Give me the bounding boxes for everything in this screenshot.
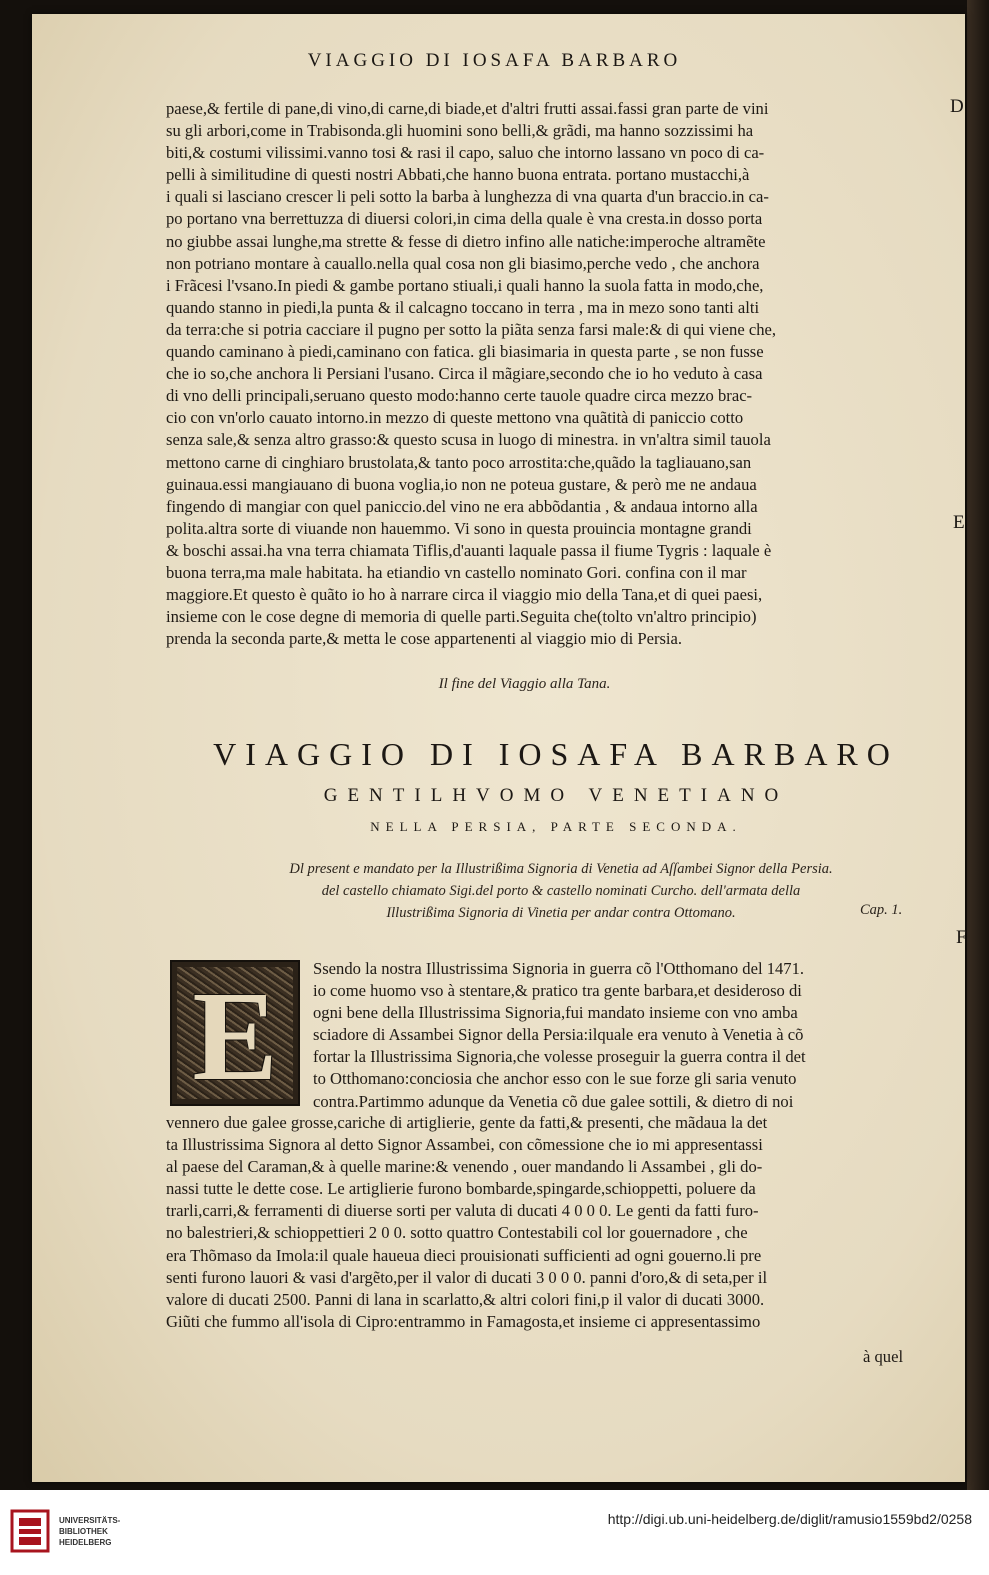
text-line: senti furono lauori & vasi d'argẽto,per il valor di ducati 3 0 0 0. panni d'oro,& di seta,per il <box>166 1267 768 1287</box>
text-line: fortar la Illustrissima Signoria,che volesse proseguir la guerra contra il det <box>313 1047 806 1067</box>
text-line: nassi tutte le dette cose. Le artiglierie furono bombarde,spingarde,schioppetti, poluere da <box>166 1179 756 1199</box>
running-head: VIAGGIO DI IOSAFA BARBARO <box>307 50 682 71</box>
library-line: HEIDELBERG <box>59 1538 112 1547</box>
summary-line: del castello chiamato Sigi.del porto & castello nominati Curcho. dell'armata della <box>321 883 801 899</box>
text-line: su gli arbori,come in Trabisonda.gli huomini sono belli,& grãdi, ma hanno sozzissimi ha <box>166 121 754 141</box>
initial-letter: E <box>192 965 278 1106</box>
text-line: fingendo di mangiar con quel paniccio.del vino ne era abbõdantia , & andaua intorno alla <box>166 496 758 516</box>
text-line: no giubbe assai lunghe,ma strette & fesse di dietro infino alle natiche:imperoche altramẽte <box>166 231 766 251</box>
text-line: io come huomo vso à stentare,& pratico tra gente barbara,et desideroso di <box>313 981 802 1001</box>
text-line: ta Illustrissima Signora al detto Signor Assambei, con cõmessione che io mi appresentassi <box>166 1135 763 1155</box>
text-line: pelli à similitudine di questi nostri Abbati,che hanno buona entrata. portano mustacchi,à <box>166 165 750 185</box>
library-name <box>59 1515 120 1548</box>
text-line: che io so,che anchora li Persiani l'usano. Circa il mãgiare,secondo che io ho veduto à casa <box>166 364 763 384</box>
text-line: Giũti che fummo all'isola di Cipro:entrammo in Famagosta,et insieme ci appresentassimo <box>166 1311 761 1331</box>
margin-letter-d: D <box>950 96 964 117</box>
text-line: insieme con le cose degne di memoria di quelle parti.Seguita che(tolto vn'altro principio) <box>166 607 757 627</box>
text-line: biti,& costumi vilissimi.vanno tosi & rasi il capo, saluo che intorno lassano vn poco di ca- <box>166 143 765 163</box>
chapter-summary <box>176 858 946 924</box>
library-line: BIBLIOTHEK <box>59 1527 108 1536</box>
text-line: paese,& fertile di pane,di vino,di carne,di biade,et d'altri frutti assai.fassi gran parte de vini <box>166 99 769 118</box>
text-line: trarli,carri,& ferramenti di diuerse sorti per valuta di ducati 4 0 0 0. Le genti da fatti furo- <box>166 1201 759 1221</box>
text-line: valore di ducati 2500. Panni di lana in scarlatto,& altri colori fini,p il valor di ducati 3000. <box>166 1289 765 1309</box>
text-line: polita.altra sorte di viuande non hauemmo. Vi sono in questa prouincia montagne grandi <box>166 518 752 538</box>
page-url[interactable]: http://digi.ub.uni-heidelberg.de/diglit/ramusio1559bd2/0258 <box>607 1511 972 1527</box>
book-edge <box>967 0 989 1490</box>
text-line: guinaua.essi mangiauano di buona voglia,io non ne poteua gustare, & però me ne andaua <box>166 474 757 494</box>
chapter-subtitle: GENTILHVOMO VENETIANO <box>323 785 789 806</box>
catchword: à quel <box>863 1347 904 1366</box>
paragraph-2-bottom <box>166 1112 956 1333</box>
text-line: mettono carne di cinghiaro brustolata,& tanto poco arrostita:che,quãdo la tagliauano,san <box>166 452 752 472</box>
text-line: da terra:che si potria cacciare il pugno per sotto la piãta senza farsi male:& di qui viene che, <box>166 319 777 339</box>
text-line: & boschi assai.ha vna terra chiamata Tiflis,d'auanti laquale passa il fiume Tygris : laquale è <box>166 540 772 560</box>
text-line: buona terra,ma male habitata. ha etiandio vn castello nominato Gori. confina con il mar <box>166 562 747 582</box>
decorated-initial <box>170 960 300 1106</box>
text-line: cio con vn'orlo cauato intorno.in mezzo di queste mettono vna quãtità di paniccio cotto <box>166 408 744 428</box>
text-line: i Frãcesi l'vsano.In piedi & gambe portano stiuali,i quali hanno la suola fatta in modo,che, <box>166 275 764 295</box>
margin-letter-e: E <box>953 512 965 533</box>
text-line: di vno delli principali,seruano questo modo:hanno certe tauole quadre circa mezzo brac- <box>166 386 753 406</box>
university-logo-icon[interactable] <box>10 1509 50 1553</box>
text-line: i quali si lasciano crescer li peli sotto la barba à lunghezza di vna quarta d'un braccio.in ca- <box>166 187 769 207</box>
paragraph-2-top <box>313 958 953 1113</box>
summary-line: Dl present e mandato per la Illustrißima Signoria di Venetia ad Aſſambei Signor della Persia. <box>289 861 833 877</box>
viewer-footer <box>0 1490 989 1575</box>
text-line: vennero due galee grosse,cariche di artiglierie, gente da fatti,& presenti, che mãdaua la det <box>166 1113 768 1132</box>
text-line: po portano vna berrettuzza di diuersi colori,in cima della quale è vna cresta.in dosso porta <box>166 209 763 229</box>
text-line: al paese del Caraman,& à quelle marine:& venendo , ouer mandando li Assambei , gli do- <box>166 1157 763 1177</box>
text-line: contra.Partimmo adunque da Venetia cõ due galee sottili, & dietro di noi <box>313 1091 794 1111</box>
text-line: no balestrieri,& schioppettieri 2 0 0. sotto quattro Contestabili col lor gouernadore , che <box>166 1223 748 1243</box>
chapter-number: Cap. 1. <box>860 902 903 918</box>
text-line: sciadore di Assambei Signor della Persia:ilquale era venuto à Venetia à cõ <box>313 1025 804 1045</box>
text-line: maggiore.Et questo è quãto io ho à narrare circa il viaggio mio della Tana,et di quei paesi, <box>166 585 763 605</box>
text-line: senza sale,& senza altro grasso:& questo scusa in luogo di minestra. in vn'altra simil tauola <box>166 430 771 450</box>
library-line: UNIVERSITÄTS- <box>59 1516 121 1525</box>
text-line: ogni bene della Illustrissima Signoria,fui mandato insieme con vno amba <box>313 1003 798 1023</box>
paragraph-1 <box>166 98 946 650</box>
chapter-part: NELLA PERSIA, PARTE SECONDA. <box>370 819 742 834</box>
text-line: prenda la seconda parte,& metta le cose appartenenti al viaggio mio di Persia. <box>166 629 683 649</box>
chapter-title: VIAGGIO DI IOSAFA BARBARO <box>213 736 899 772</box>
text-line: quando caminano à piedi,caminano con fatica. gli biasimaria in questa parte , se non fusse <box>166 342 764 362</box>
text-line: to Otthomano:conciosia che anchor esso con le sue forze gli saria venuto <box>313 1069 797 1089</box>
margin-letter-f: F <box>956 927 967 948</box>
text-line: non potriano montare à cauallo.nella qual cosa non gli biasimo,perche vedo , che anchora <box>166 253 760 273</box>
section-end-note: Il fine del Viaggio alla Tana. <box>438 676 611 692</box>
text-line: era Thõmaso da Imola:il quale haueua dieci prouisionati sufficienti ad ogni gouerno.li pre <box>166 1245 762 1265</box>
text-line: quando stanno in piedi,la punta & il calcagno toccano in terra , ma in mezo sono tanti alti <box>166 297 760 317</box>
text-line: Ssendo la nostra Illustrissima Signoria in guerra cõ l'Otthomano del 1471. <box>313 959 805 978</box>
summary-line: Illustrißima Signoria di Vinetia per andar contra Ottomano. <box>386 905 736 921</box>
